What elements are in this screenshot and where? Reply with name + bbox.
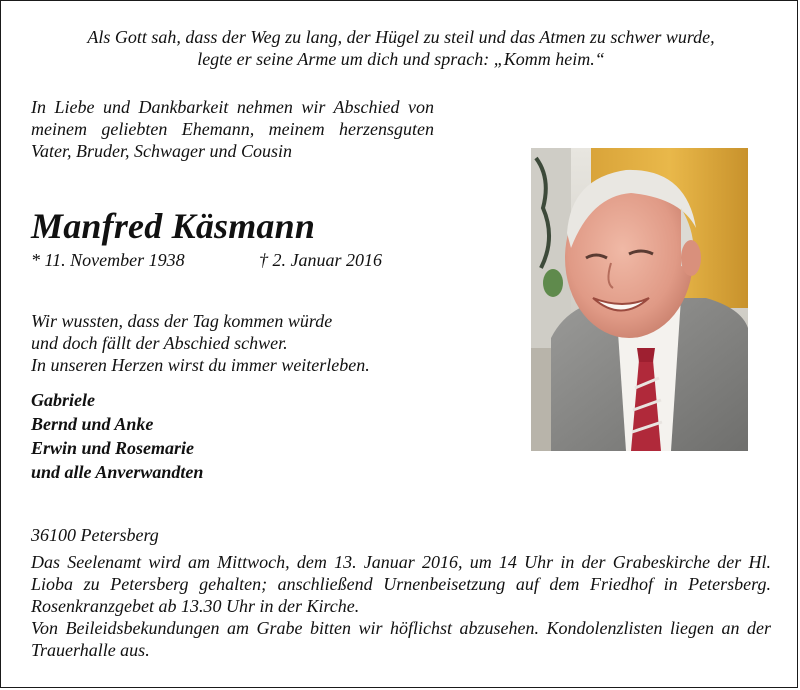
family-name: Bernd und Anke	[31, 414, 154, 434]
family-names	[31, 388, 203, 484]
opening-quote	[31, 26, 771, 70]
service-text: Das Seelenamt wird am Mittwoch, dem 13. Januar 2016, um 14 Uhr in der Grabeskirche der Hl. Lioba zu Petersberg gehalten; anschließend Urnenbeisetzung auf dem Friedhof in Petersberg. Rosenkranzgebet ab 13.30 Uhr in der Kirche.	[31, 552, 771, 616]
intro-text: In Liebe und Dankbarkeit nehmen wir Abschied von meinem geliebten Ehemann, meinem herzensguten Vater, Bruder, Schwager und Cousin	[31, 97, 434, 161]
poem-line: Wir wussten, dass der Tag kommen würde	[31, 311, 333, 331]
service-details	[31, 551, 771, 661]
death-date: † 2. Januar 2016	[259, 250, 382, 270]
family-name: Erwin und Rosemarie	[31, 438, 195, 458]
portrait-photo	[531, 148, 748, 451]
condolence-note: Von Beileidsbekundungen am Grabe bitten wir höflichst abzusehen. Kondolenzlisten liegen an der Trauerhalle aus.	[31, 618, 771, 660]
birth-date: * 11. November 1938	[31, 250, 185, 270]
poem	[31, 310, 370, 376]
family-name: Gabriele	[31, 390, 95, 410]
poem-line: und doch fällt der Abschied schwer.	[31, 333, 288, 353]
poem-line: In unseren Herzen wirst du immer weiterleben.	[31, 355, 370, 375]
deceased-name: Manfred Käsmann	[31, 206, 316, 246]
quote-line: legte er seine Arme um dich und sprach: „Komm heim.“	[197, 49, 605, 69]
location-city: 36100 Petersberg	[31, 525, 159, 545]
quote-line: Als Gott sah, dass der Weg zu lang, der Hügel zu steil und das Atmen zu schwer wurde,	[87, 27, 715, 47]
family-name: und alle Anverwandten	[31, 462, 204, 482]
